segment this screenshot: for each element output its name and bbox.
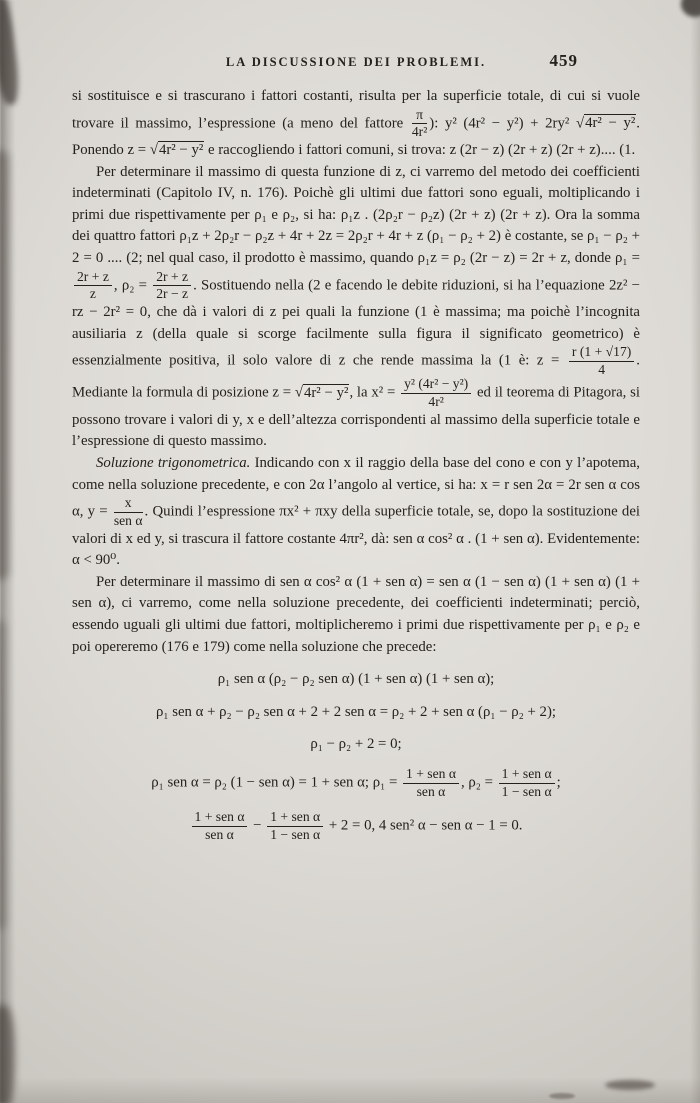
page-body: [72, 86, 640, 854]
scan-artifact: [0, 150, 9, 580]
equation: [72, 702, 640, 724]
page-number: 459: [549, 51, 578, 70]
equation: [72, 734, 640, 756]
text-run: + 2 = 0, 4 sen² α − sen α − 1 = 0.: [325, 817, 523, 834]
paragraph: [72, 572, 640, 658]
equation: [72, 669, 640, 691]
binding-shadow: [0, 0, 15, 1103]
text-run: ed il teorema di Pitagora, si possono trovare i valori di y, x e dell’altezza corrispondenti al massimo della superficie totale e l’espressione di questo massimo.: [72, 385, 640, 450]
text-run: Indicando con x il raggio della base del cono e con y l’apotema, come nella soluzione precedente, e con 2α l’angolo al vertice, si ha: x = r sen 2α = 2r sen α cos α, y =: [72, 455, 640, 520]
text-run: e raccogliendo i fattori comuni, si trova: z (2r − z) (2r + z) (2r + z).... (1.: [204, 141, 636, 158]
text-run: ρ₁ sen α = ρ₂ (1 − sen α) = 1 + sen α; ρ₁ =: [151, 774, 401, 791]
fraction: $\frac{\text{1 + sen α}}{\text{1 − sen α}}$: [497, 767, 557, 799]
scan-artifact: [0, 0, 22, 106]
text-run: Per determinare il massimo di sen α cos² α (1 + sen α) = sen α (1 − sen α) (1 + sen α) (1 + sen α), ci varremo, come nella soluzione precedente, dei coefficienti indeterminati; perciò, essendo uguali gli ultimi due fattori, moltiplicheremo i primi due rispettivamente per ρ₁ e ρ₂ e poi opereremo (176 e 179) come nella soluzione che precede:: [72, 573, 640, 655]
paragraph: [72, 86, 640, 162]
text-run: , ρ₂ =: [460, 774, 497, 791]
text-run: Soluzione trigonometrica.: [96, 455, 251, 472]
equation: [72, 810, 640, 842]
fraction: $\frac{\pi}{\text{4r²}}$: [411, 106, 428, 140]
fraction: $\frac{2r + z}{z}$: [72, 270, 114, 302]
fraction: $\frac{\text{1 + sen α}}{\text{sen α}}$: [190, 810, 250, 842]
fraction: $\frac{x}{\text{sen α}}$: [113, 495, 143, 528]
fraction: $\frac{r (1 + √17)}{4}$: [567, 345, 636, 377]
text-run: ρ₁ sen α (ρ₂ − ρ₂ sen α) (1 + sen α) (1 + sen α);: [217, 671, 495, 688]
text-run: ρ₁ sen α + ρ₂ − ρ₂ sen α + 2 + 2 sen α = ρ₂ + 2 + sen α (ρ₁ − ρ₂ + 2);: [155, 703, 556, 720]
paragraph: [72, 453, 640, 572]
fraction: $\frac{\text{1 + sen α}}{\text{1 − sen α}}$: [265, 810, 325, 842]
fraction: $\frac{\text{y² (4r² − y²)}}{\text{4r²}}$: [399, 377, 473, 409]
text-run: , la x² =: [349, 385, 400, 402]
text-run: . Sostituendo nella (2 e facendo le debite riduzioni, si ha l’equazione 2z² − rz − 2r² = 0, che dà i valori di z pei quali la funzione (1 è massima; ma poichè l’incognita ausiliaria z (della quale si scorge facilmente sulla figura il significato geometrico) è essenzialmente positiva, il solo valore di z che rende massima la (1 è: z =: [72, 277, 640, 369]
scan-artifact: [549, 1093, 575, 1099]
fraction: $\frac{\text{1 + sen α}}{\text{sen α}}$: [401, 767, 461, 799]
text-run: . Quindi l’espressione πx² + πxy della superficie totale, se, dopo la sostituzione dei valori di x ed y, si trascura il fattore costante 4πr², dà: sen α cos² α . (1 + sen α). Evidentemente: α < 90⁰.: [72, 503, 641, 569]
text-run: Per determinare il massimo di questa funzione di z, ci varremo del metodo dei coefficienti indeterminati (Capitolo IV, n. 176). Poichè gli ultimi due fattori sono eguali, moltiplicando i primi due rispettivamente per ρ₁ e ρ₂, si ha: ρ₁z . (2ρ₂r − ρ₂z) (2r + z) (2r + z). Ora la somma dei quattro fattori ρ₁z + 2ρ₂r − ρ₂z + 4r + 2z = 2ρ₂r + 4r + z (ρ₁ − ρ₂ + 2) è costante, se ρ₁ − ρ₂ + 2 = 0 .... (2; nel qual caso, il prodotto è massimo, quando ρ₁z = ρ₂ (2r − z) = 2r + z, donde ρ₁ =: [72, 163, 640, 266]
scan-artifact: [605, 1080, 655, 1090]
equation: [72, 767, 640, 799]
scan-artifact: [681, 0, 700, 17]
text-run: ρ₁ − ρ₂ + 2 = 0;: [310, 736, 402, 753]
fraction: $\frac{2r + z}{2r - z}$: [151, 270, 193, 302]
page-edge-shadow: [690, 0, 700, 1103]
text-run: . Mediante la formula di posizione z =: [72, 352, 640, 402]
text-run: ;: [556, 774, 561, 791]
radical: √4r² − y²: [149, 141, 204, 158]
equation-block: [72, 669, 640, 843]
text-run: ): y² (4r² − y²) + 2ry²: [429, 115, 576, 132]
scan-artifact: [0, 1005, 15, 1103]
text-run: , ρ₂ =: [113, 277, 152, 294]
text-run: si sostituisce e si trascurano i fattori costanti, risulta per la superficie totale, di cui si vuole trovare il massimo, l’espressione (a meno del fattore: [72, 88, 640, 132]
text-run: . Ponendo z =: [72, 115, 640, 158]
page-edge-shadow: [0, 1077, 700, 1103]
scan-artifact: [0, 620, 6, 930]
radical: √4r² − y²: [575, 115, 636, 132]
running-title: LA DISCUSSIONE DEI PROBLEMI.: [225, 55, 487, 69]
paragraph: [72, 162, 640, 453]
page-header: [72, 51, 640, 70]
radical: √4r² − y²: [294, 385, 349, 402]
text-run: −: [249, 817, 266, 834]
